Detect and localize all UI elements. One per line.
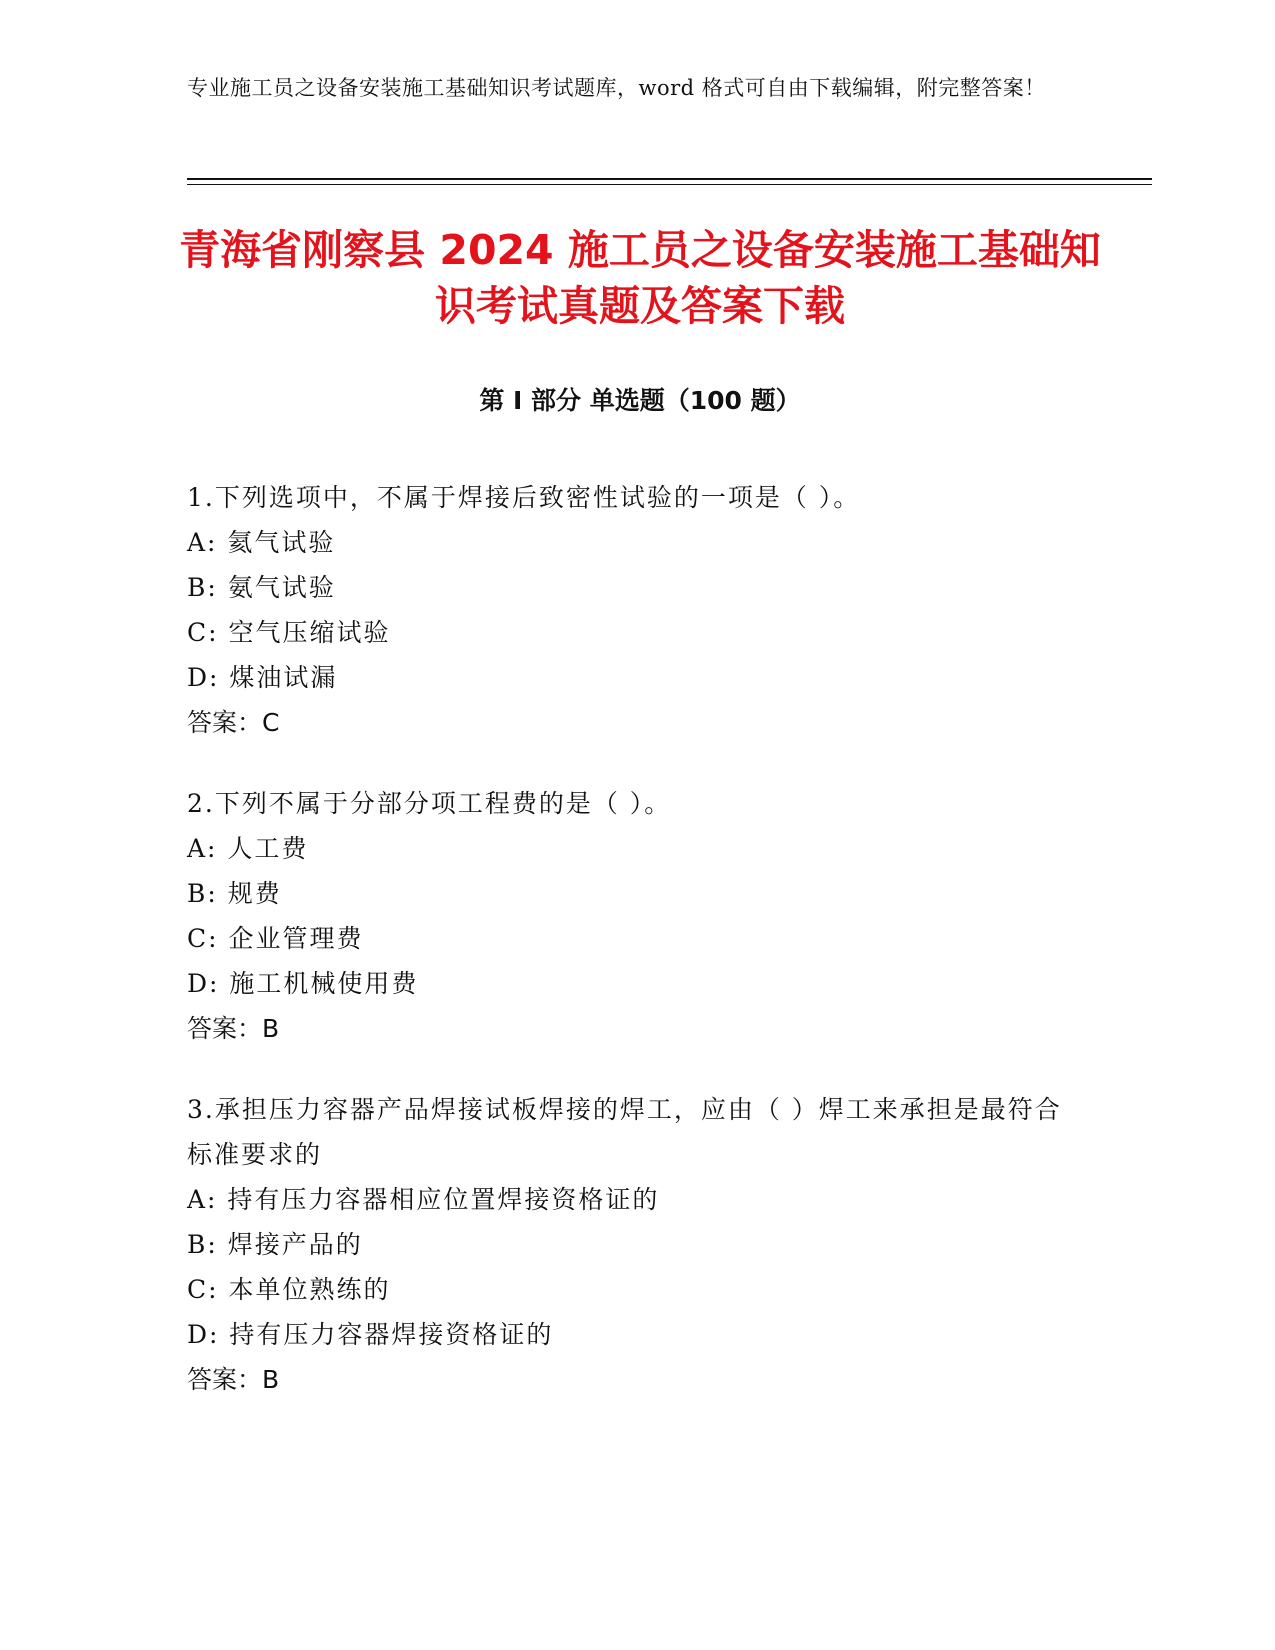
question-stem: 3.承担压力容器产品焊接试板焊接的焊工，应由（ ）焊工来承担是最符合标准要求的 [187, 1095, 1062, 1169]
question-1 [187, 475, 1087, 745]
option-b: B: 规费 [187, 879, 282, 908]
option-b: B: 焊接产品的 [187, 1230, 363, 1259]
answer: 答案：B [187, 1365, 280, 1394]
document-title: 青海省刚察县 2024 施工员之设备安装施工基础知识考试真题及答案下载 [179, 226, 1101, 330]
question-3 [187, 1087, 1087, 1402]
header-rule-thin [187, 184, 1152, 185]
option-c: C: 企业管理费 [187, 924, 364, 953]
answer: 答案：C [187, 708, 280, 737]
question-list [187, 475, 1087, 1438]
answer: 答案：B [187, 1014, 280, 1043]
option-a: A: 人工费 [187, 834, 309, 863]
option-d: D: 施工机械使用费 [187, 969, 419, 998]
header-note: 专业施工员之设备安装施工基础知识考试题库，word 格式可自由下载编辑，附完整答案！ [187, 76, 1046, 100]
question-stem: 1.下列选项中，不属于焊接后致密性试验的一项是（ ）。 [187, 483, 861, 512]
header-rule-thick [187, 178, 1152, 180]
option-d: D: 持有压力容器焊接资格证的 [187, 1320, 554, 1349]
option-c: C: 本单位熟练的 [187, 1275, 391, 1304]
option-a: A: 持有压力容器相应位置焊接资格证的 [187, 1185, 660, 1214]
option-a: A: 氦气试验 [187, 528, 336, 557]
question-stem: 2.下列不属于分部分项工程费的是（ ）。 [187, 789, 672, 818]
option-b: B: 氨气试验 [187, 573, 336, 602]
question-2 [187, 781, 1087, 1051]
option-c: C: 空气压缩试验 [187, 618, 391, 647]
section-title: 第 I 部分 单选题（100 题） [479, 386, 801, 415]
option-d: D: 煤油试漏 [187, 663, 338, 692]
